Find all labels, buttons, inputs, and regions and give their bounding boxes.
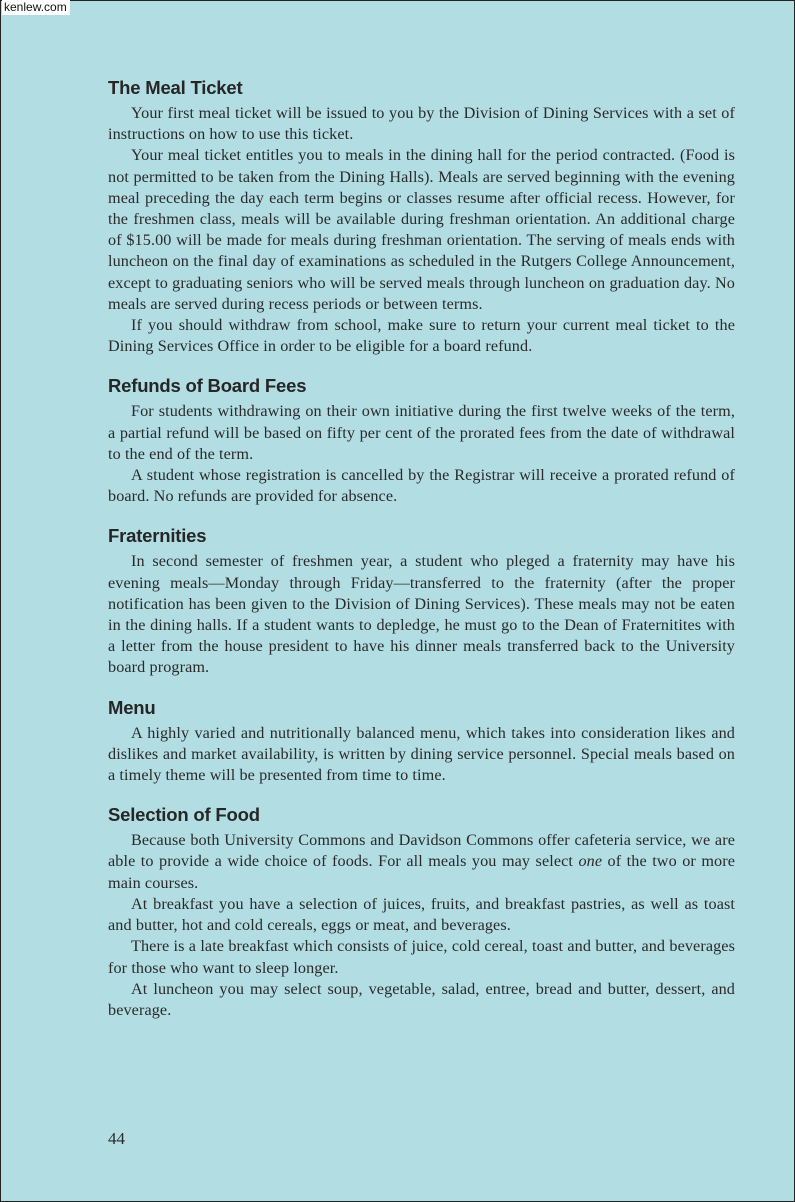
heading-selection-of-food: Selection of Food <box>108 804 260 826</box>
paragraph: A highly varied and nutritionally balanced menu, which takes into consideration likes and dislikes and market availability, is written by dining service personnel. Special meals based on a timely theme will be presented from time to time. <box>108 723 735 785</box>
section-meal-ticket <box>108 76 735 357</box>
paragraph: Your meal ticket entitles you to meals in the dining hall for the period contracted. (Food is not permitted to be taken from the Dining Halls). Meals are served beginning with the evening meal preceding the day each term begins or classes resume after official recess. However, for the freshmen class, meals will be available during freshman orientation. An additional charge of $15.00 will be made for meals during freshman orientation. The serving of meals ends with luncheon on the final day of examinations as scheduled in the Rutgers College Announcement, except to graduating seniors who will be served meals through luncheon on graduation day. No meals are served during recess periods or between terms. <box>108 146 735 313</box>
paragraph: There is a late breakfast which consists of juice, cold cereal, toast and butter, and beverages for those who want to sleep longer. <box>108 937 735 977</box>
paragraph: At breakfast you have a selection of juices, fruits, and breakfast pastries, as well as toast and butter, hot and cold cereals, eggs or meat, and beverages. <box>108 894 735 935</box>
paragraph: For students withdrawing on their own initiative during the first twelve weeks of the term, a partial refund will be based on fifty per cent of the prorated fees from the date of withdrawal to the end of the term. <box>108 402 735 463</box>
heading-meal-ticket: The Meal Ticket <box>108 77 243 98</box>
page-number: 44 <box>108 1129 125 1148</box>
heading-menu: Menu <box>108 696 156 718</box>
watermark: kenlew.com <box>2 0 70 15</box>
paragraph: Your first meal ticket will be issued to you by the Division of Dining Services with a set of instructions on how to use this ticket. <box>108 104 735 144</box>
paragraph: At luncheon you may select soup, vegetable, salad, entree, bread and butter, dessert, and beverage. <box>108 979 735 1019</box>
heading-refunds: Refunds of Board Fees <box>108 375 307 397</box>
text-run: Because both University Commons and Davidson Commons offer cafeteria service, we are able to provide a wide choice of foods. For all meals you may select <box>108 831 735 871</box>
emphasis: one <box>578 852 603 871</box>
heading-fraternities: Fraternities <box>108 525 207 547</box>
text-run: of the two or more main courses. <box>108 852 735 892</box>
section-fraternities <box>108 524 735 678</box>
paragraph <box>108 830 735 894</box>
section-selection-of-food <box>108 803 735 1021</box>
section-menu <box>108 696 735 787</box>
document-page <box>108 76 735 1038</box>
section-refunds <box>108 374 735 507</box>
paragraph: If you should withdraw from school, make sure to return your current meal ticket to the Dining Services Office in order to be eligible for a board refund. <box>108 316 735 356</box>
paragraph: In second semester of freshmen year, a student who pleged a fraternity may have his evening meals—Monday through Friday—transferred to the fraternity (after the proper notification has been given to the Division of Dining Services). These meals may not be eaten in the dining halls. If a student wants to depledge, he must go to the Dean of Fraternitites with a letter from the house president to have his dinner meals transferred back to the University board program. <box>108 552 735 677</box>
paragraph: A student whose registration is cancelled by the Registrar will receive a prorated refund of board. No refunds are provided for absence. <box>108 466 735 506</box>
